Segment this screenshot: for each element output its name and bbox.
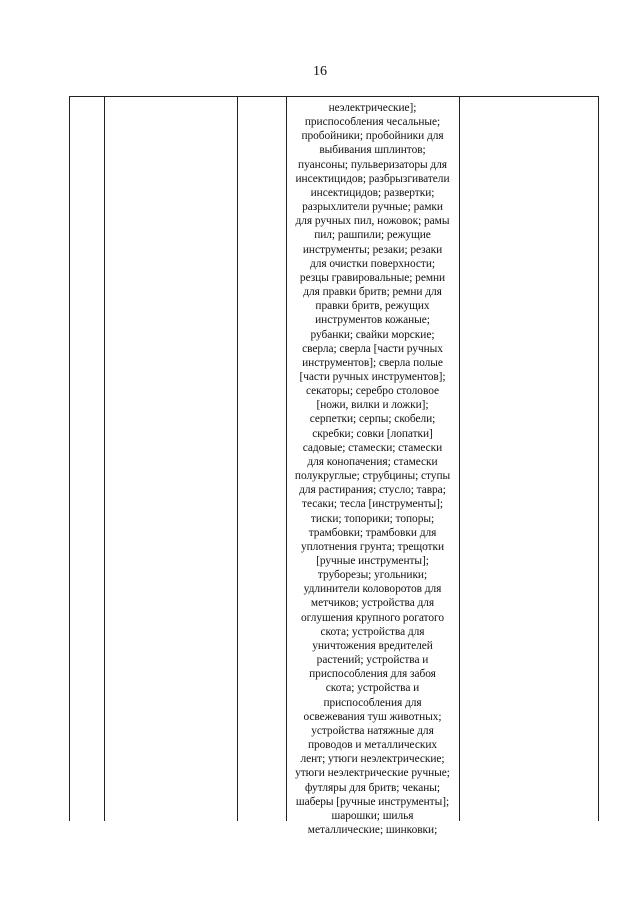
goods-list-line: рубанки; свайки морские; xyxy=(310,328,435,341)
goods-list-line: освежевания туш животных; xyxy=(303,710,442,723)
goods-list-line: футляры для бритв; чеканы; xyxy=(305,781,440,794)
goods-list-line: для растирания; стусло; тавра; xyxy=(299,484,446,497)
goods-list-line: [ножи, вилки и ложки]; xyxy=(316,399,429,412)
goods-list-line: скота; устройства для xyxy=(320,625,425,638)
goods-list-line: для ручных пил, ножовок; рамы xyxy=(295,215,450,228)
goods-list-line: для правки бритв; ремни для xyxy=(303,286,442,299)
goods-list-line: проводов и металлических xyxy=(307,739,438,752)
goods-list-line: скребки; совки [лопатки] xyxy=(312,427,433,440)
goods-list-line: инструментов]; сверла полые xyxy=(302,356,443,369)
goods-list-cell xyxy=(287,101,458,837)
goods-list-line: садовые; стамески; стамески xyxy=(302,441,443,454)
goods-list-line: труборезы; угольники; xyxy=(317,569,428,582)
goods-list-line: [ручные инструменты]; xyxy=(316,555,429,567)
goods-list-line: метчиков; устройства для xyxy=(310,597,435,610)
goods-list-line: тиски; топорики; топоры; xyxy=(310,512,435,525)
goods-list-line: правки бритв, режущих xyxy=(315,300,430,313)
goods-list-line: приспособления чесальные; xyxy=(304,116,441,129)
column-divider xyxy=(104,97,105,821)
goods-list-line: трамбовки; трамбовки для xyxy=(308,526,437,539)
goods-list-line: серпетки; серпы; скобели; xyxy=(309,413,436,426)
goods-list-line: тесаки; тесла [инструменты]; xyxy=(302,498,443,511)
goods-list-line: для очистки поверхности; xyxy=(309,257,436,270)
goods-list-line: [части ручных инструментов]; xyxy=(299,370,446,383)
goods-list-line: сверла; сверла [части ручных xyxy=(302,342,443,355)
goods-list-line: оглушения крупного рогатого xyxy=(301,611,444,624)
goods-list-line: неэлектрические]; xyxy=(328,102,417,114)
page-number: 16 xyxy=(313,64,327,79)
goods-list-line: уничтожения вредителей xyxy=(312,639,433,652)
goods-list-line: уплотнения грунта; трещотки xyxy=(300,540,445,553)
goods-list-line: приспособления для xyxy=(323,696,422,709)
goods-list-line: для конопачения; стамески xyxy=(307,455,438,468)
goods-list-line: устройства натяжные для xyxy=(311,724,434,737)
goods-list-line: инструменты; резаки; резаки xyxy=(302,243,443,256)
goods-list-line: растений; устройства и xyxy=(316,654,429,667)
goods-list-line: шарошки; шилья xyxy=(331,809,414,822)
goods-list-line: металлические; шинковки; xyxy=(307,823,438,836)
goods-list-line: лент; утюги неэлектрические; xyxy=(300,753,445,766)
goods-list-line: пил; рашпили; режущие xyxy=(314,229,431,242)
goods-list-line: секаторы; серебро столовое xyxy=(306,385,439,398)
goods-list-line: инсектицидов; разбрызгиватели xyxy=(295,172,450,185)
column-divider xyxy=(237,97,238,821)
goods-list-line: пуансоны; пульверизаторы для xyxy=(298,158,447,171)
goods-list-line: шаберы [ручные инструменты]; xyxy=(295,795,450,808)
goods-table xyxy=(69,96,599,836)
goods-list-line: скота; устройства и xyxy=(325,682,420,695)
goods-list-line: разрыхлители ручные; рамки xyxy=(302,201,443,214)
goods-list-line: инструментов кожаные; xyxy=(315,314,430,327)
goods-list-line: приспособления для забоя xyxy=(309,668,436,681)
goods-list-line: выбивания шплинтов; xyxy=(319,144,426,157)
goods-list-line: пробойники; пробойники для xyxy=(301,130,444,143)
column-divider xyxy=(459,97,460,821)
goods-list-line: полукруглые; струбцины; ступы xyxy=(294,470,451,483)
goods-list-line: утюги неэлектрические ручные; xyxy=(295,767,450,780)
goods-list-line: резцы гравировальные; ремни xyxy=(299,271,446,284)
goods-list-line: удлинители коловоротов для xyxy=(303,583,442,596)
goods-list-line: инсектицидов; развертки; xyxy=(310,186,435,199)
